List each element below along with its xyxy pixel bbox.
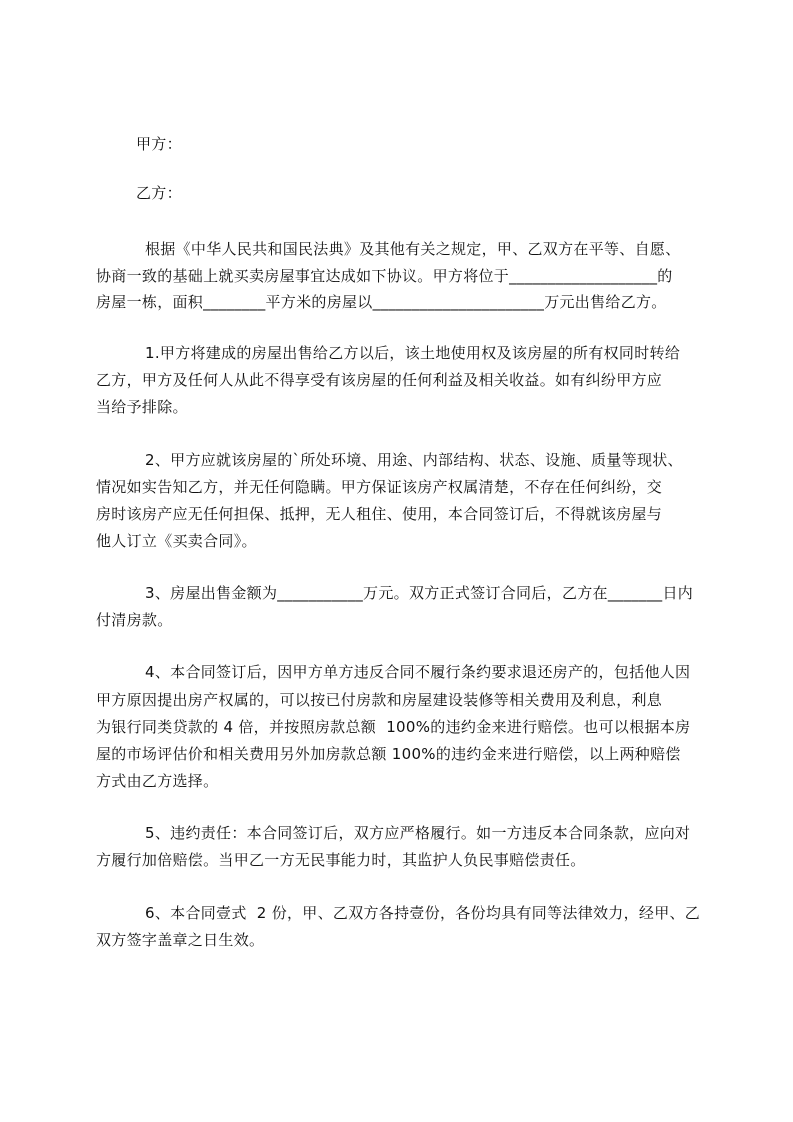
clause-line: 5、违约责任：本合同签订后，双方应严格履行。如一方违反本合同条款，应向对 <box>145 824 691 842</box>
clause-line: 1.甲方将建成的房屋出售给乙方以后，该土地使用权及该房屋的所有权同时转给 <box>145 344 681 362</box>
intro-line: 协商一致的基础上就买卖房屋事宜达成如下协议。甲方将位于___________________的 <box>96 267 673 285</box>
clause-line: 3、房屋出售金额为___________万元。双方正式签订合同后，乙方在_______日内 <box>145 584 694 602</box>
clause-line: 4、本合同签订后，因甲方单方违反合同不履行条约要求退还房产的，包括他人因 <box>145 663 691 681</box>
clause-line: 方履行加倍赔偿。当甲乙一方无民事能力时，其监护人负民事赔偿责任。 <box>96 851 586 869</box>
clause-line: 双方签字盖章之日生效。 <box>96 931 265 949</box>
clause-line: 情况如实告知乙方，并无任何隐瞒。甲方保证该房产权属清楚，不存在任何纠纷，交 <box>96 478 663 496</box>
clause-line: 6、本合同壹式 2 份，甲、乙双方各持壹份，各份均具有同等法律效力，经甲、乙 <box>145 904 701 922</box>
clause-line: 2、甲方应就该房屋的`所处环境、用途、内部结构、状态、设施、质量等现状、 <box>145 451 683 469</box>
clause-line: 方式由乙方选择。 <box>96 772 219 790</box>
intro-line: 根据《中华人民共和国民法典》及其他有关之规定，甲、乙双方在平等、自愿、 <box>145 240 681 258</box>
clause-line: 为银行同类贷款的 4 倍，并按照房款总额 100%的违约金来进行赔偿。也可以根据本房 <box>96 718 691 736</box>
clause-line: 他人订立《买卖合同》。 <box>96 532 257 550</box>
intro-line: 房屋一栋，面积________平方米的房屋以______________________万元出售给乙方。 <box>96 293 667 311</box>
clause-line: 甲方原因提出房产权属的，可以按已付房款和房屋建设装修等相关费用及利息，利息 <box>96 691 663 709</box>
clause-line: 付清房款。 <box>96 611 173 629</box>
clause-line: 乙方，甲方及任何人从此不得享受有该房屋的任何利益及相关收益。如有纠纷甲方应 <box>96 371 663 389</box>
clause-line: 当给予排除。 <box>96 398 188 416</box>
clause-line: 房时该房产应无任何担保、抵押，无人租住、使用，本合同签订后，不得就该房屋与 <box>96 505 663 523</box>
clause-line: 屋的市场评估价和相关费用另外加房款总额 100%的违约金来进行赔偿，以上两种赔偿 <box>96 745 681 763</box>
party-a-label: 甲方： <box>136 135 182 153</box>
party-b-label: 乙方： <box>136 184 182 202</box>
